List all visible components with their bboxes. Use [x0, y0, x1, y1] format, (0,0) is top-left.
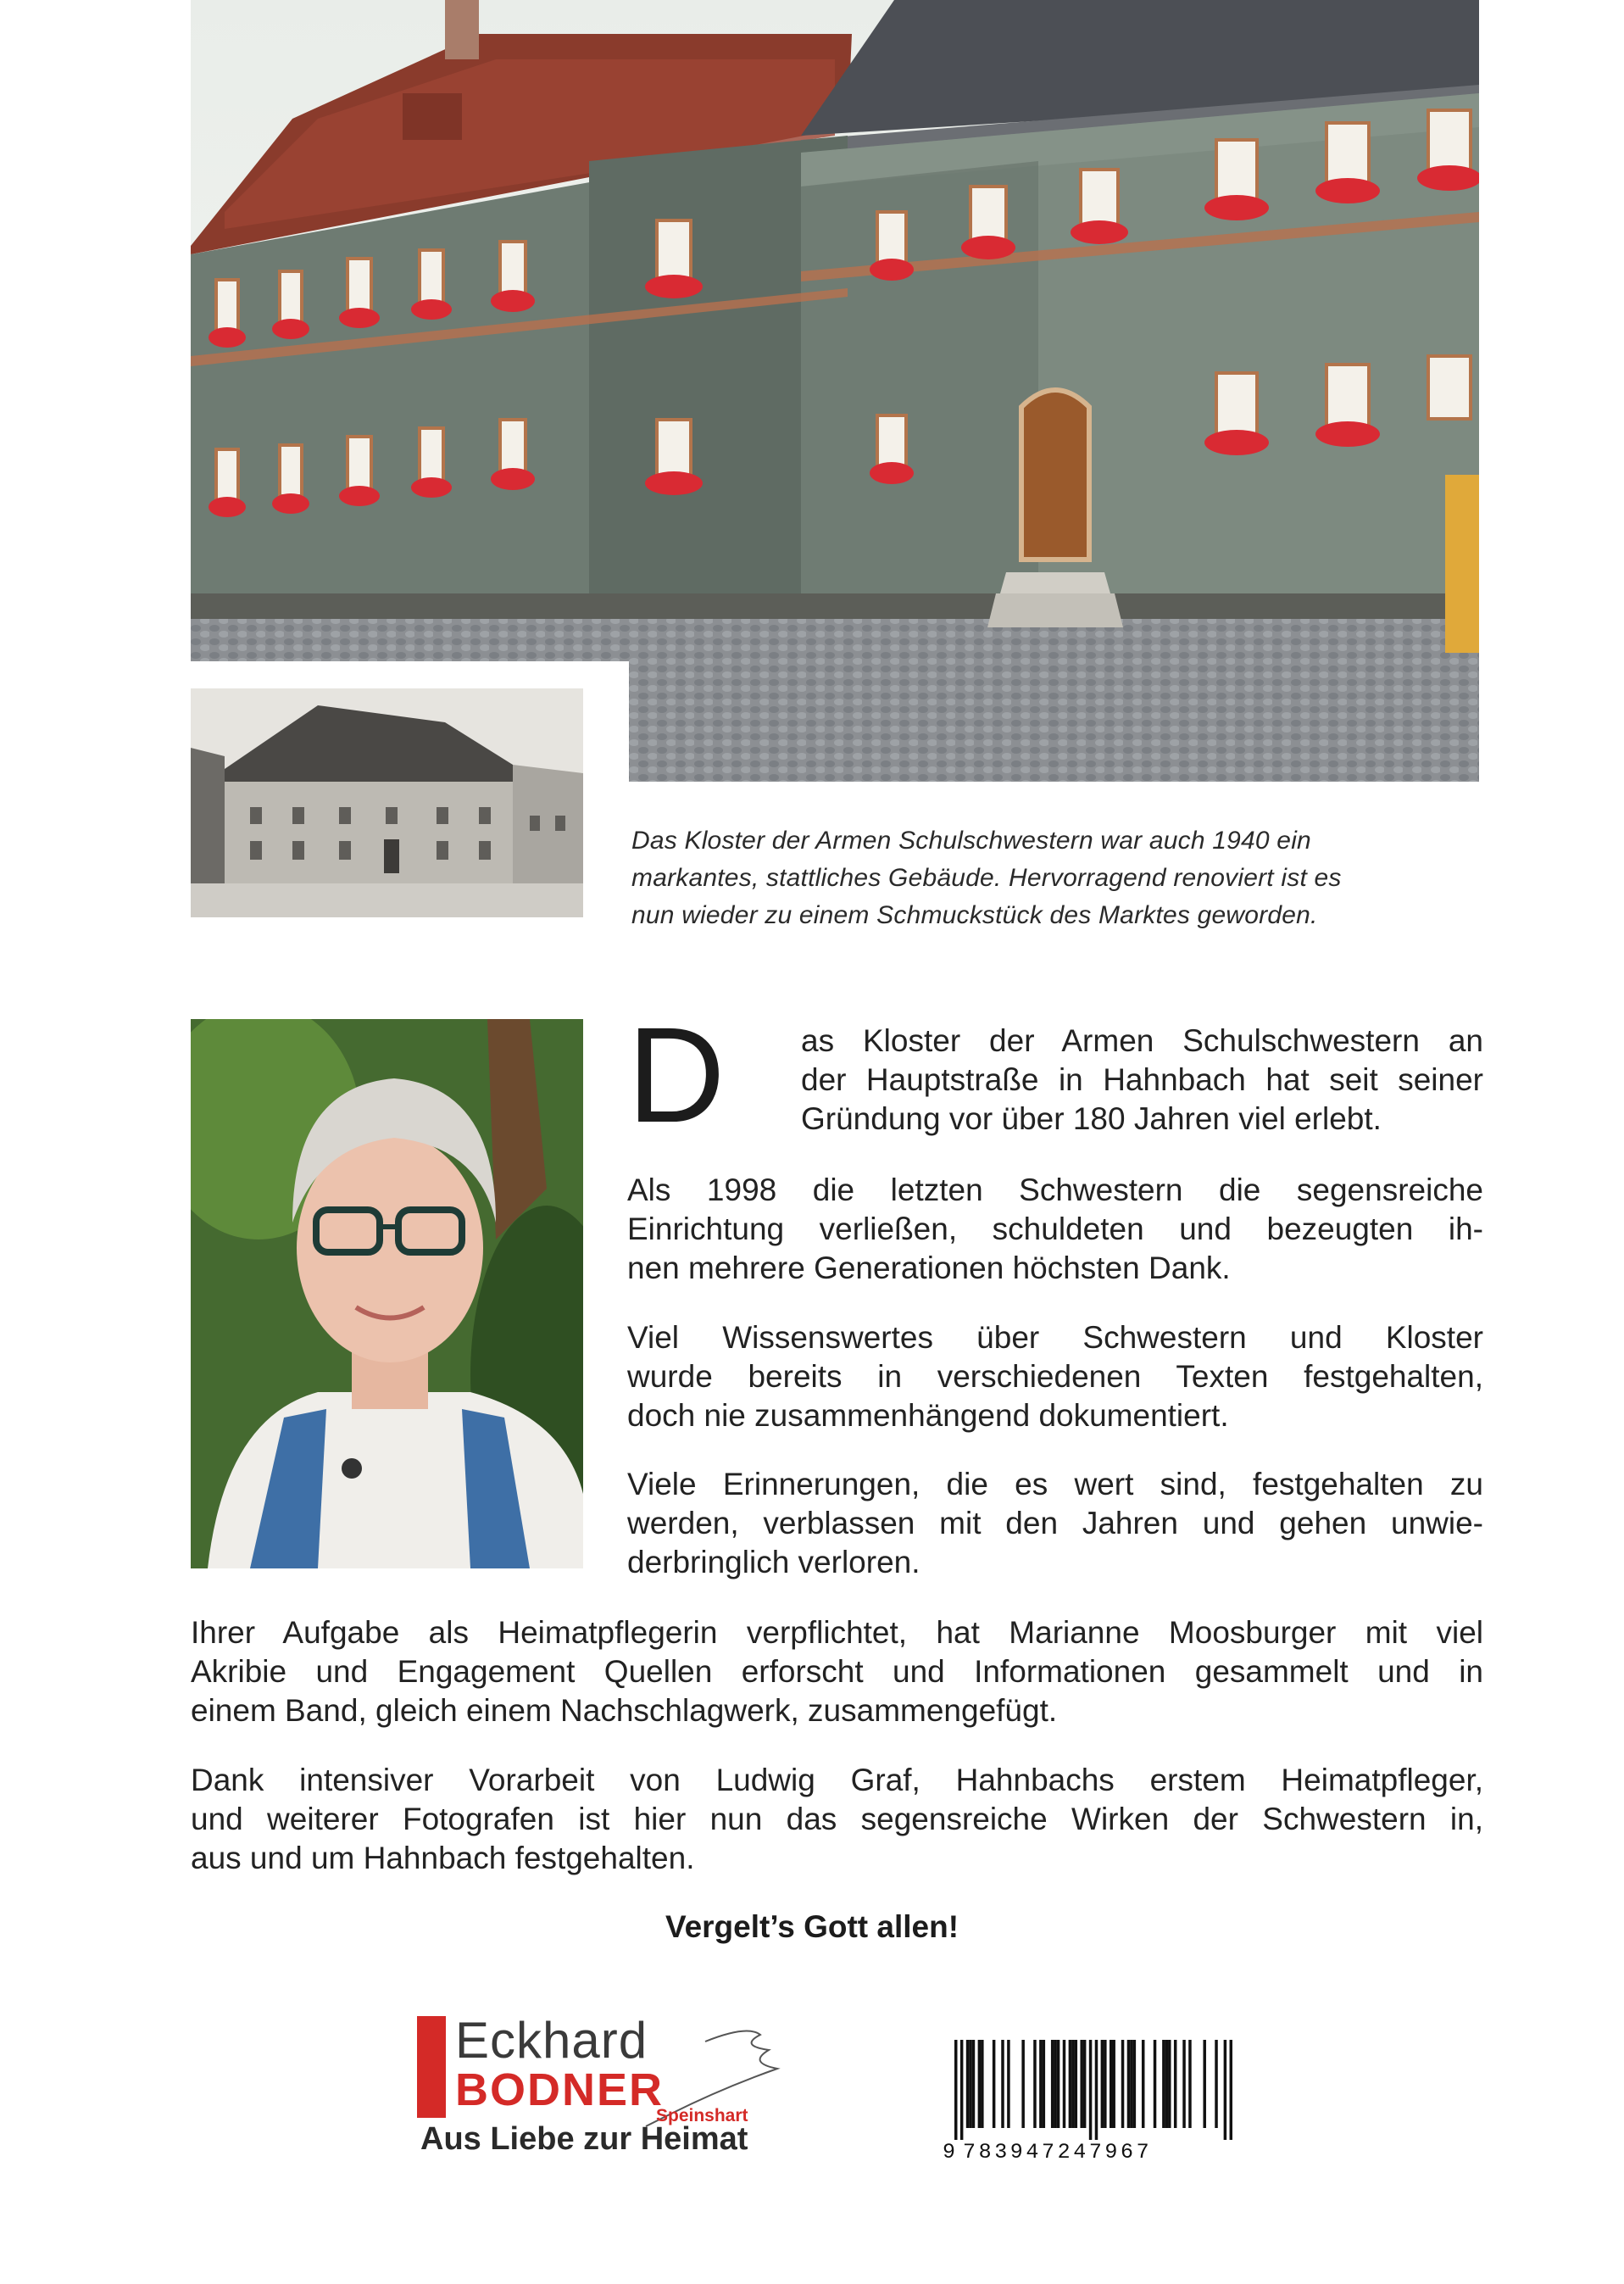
barcode-bar	[954, 2040, 958, 2140]
barcode-bar	[1007, 2040, 1010, 2128]
barcode-bars	[954, 2040, 1232, 2140]
body-paragraph-6	[191, 1761, 1483, 1878]
text-line: werden, verblassen mit den Jahren und gehen unwie-	[627, 1506, 1483, 1540]
barcode-bar	[1188, 2040, 1192, 2128]
body-paragraph-4	[627, 1465, 1483, 1582]
barcode-bar	[1063, 2040, 1066, 2128]
body-paragraph-1	[627, 1022, 1483, 1139]
publisher-slogan: Aus Liebe zur Heimat	[420, 2121, 748, 2157]
barcode-bar	[1075, 2040, 1078, 2128]
text-line: nen mehrere Generationen höchsten Dank.	[627, 1251, 1231, 1285]
text-line: Ihrer Aufgabe als Heimatpflegerin verpflichtet, hat Marianne Moosburger mit viel	[191, 1615, 1483, 1650]
text-line: und weiterer Fotografen ist hier nun das segensreiche Wirken der Schwestern in,	[191, 1802, 1483, 1836]
text-line: einem Band, gleich einem Nachschlagwerk, zusammengefügt.	[191, 1693, 1058, 1728]
barcode-bar	[1033, 2040, 1037, 2128]
text-line: derbringlich verloren.	[627, 1545, 920, 1579]
text-line: Akribie und Engagement Quellen erforscht und Informationen gesammelt und in	[191, 1654, 1483, 1689]
photo-caption	[631, 822, 1483, 934]
barcode-bar	[1215, 2040, 1218, 2128]
isbn-first-digit: 9	[943, 2140, 956, 2164]
text-line: Viel Wissenswertes über Schwestern und Kloster	[627, 1320, 1483, 1355]
barcode-bar	[1043, 2040, 1046, 2128]
body-paragraph-5	[191, 1613, 1483, 1730]
barcode-bar	[1101, 2040, 1104, 2128]
barcode-bar	[1168, 2040, 1171, 2128]
body-paragraph-3	[627, 1318, 1483, 1435]
barcode-bar	[993, 2040, 996, 2128]
text-line: doch nie zusammenhängend dokumentiert.	[627, 1398, 1229, 1433]
barcode-bar	[1089, 2040, 1093, 2140]
barcode-bar	[1112, 2040, 1115, 2128]
barcode-bar	[1224, 2040, 1227, 2140]
text-line: aus und um Hahnbach festgehalten.	[191, 1841, 695, 1875]
isbn-barcode	[943, 2040, 1232, 2167]
barcode-bar	[1001, 2040, 1004, 2128]
barcode-bar	[978, 2040, 982, 2128]
barcode-bar	[1154, 2040, 1157, 2128]
dropcap-letter: D	[627, 999, 726, 1150]
barcode-bar	[1054, 2040, 1057, 2128]
caption-line: nun wieder zu einem Schmuckstück des Marktes geworden.	[631, 901, 1318, 929]
barcode-bar	[966, 2040, 970, 2128]
barcode-bar	[1071, 2040, 1075, 2128]
barcode-bar	[1130, 2040, 1133, 2128]
barcode-bar	[981, 2040, 984, 2128]
barcode-bar	[1203, 2040, 1206, 2128]
barcode-bar	[1039, 2040, 1043, 2128]
barcode-bar	[1051, 2040, 1054, 2128]
closing-thanks: Vergelt’s Gott allen!	[665, 1909, 959, 1944]
barcode-bar	[972, 2040, 976, 2128]
caption-line: markantes, stattliches Gebäude. Hervorragend renoviert ist es	[631, 864, 1342, 892]
author-portrait-photo	[191, 1019, 583, 1568]
text-line: Viele Erinnerungen, die es wert sind, festgehalten zu	[627, 1467, 1483, 1501]
text-line: der Hauptstraße in Hahnbach hat seit seiner	[801, 1062, 1483, 1097]
text-line: Dank intensiver Vorarbeit von Ludwig Graf, Hahnbachs erstem Heimatpfleger,	[191, 1763, 1483, 1797]
publisher-name-top: Eckhard	[455, 2012, 648, 2069]
barcode-bar	[1069, 2040, 1072, 2128]
barcode-bar	[1162, 2040, 1165, 2128]
text-line: Einrichtung verließen, schuldeten und bezeugten ih-	[627, 1212, 1483, 1246]
barcode-bar	[1174, 2040, 1177, 2128]
barcode-bar	[1165, 2040, 1169, 2128]
verlag-badge	[395, 1988, 446, 2118]
text-line: wurde bereits in verschiedenen Texten festgehalten,	[627, 1359, 1483, 1394]
barcode-bar	[1133, 2040, 1137, 2128]
barcode-bar	[1080, 2040, 1083, 2128]
barcode-bar	[1057, 2040, 1060, 2128]
barcode-bar	[1104, 2040, 1107, 2128]
publisher-name-bottom: BODNER	[455, 2064, 665, 2115]
barcode-bar	[1083, 2040, 1087, 2128]
historic-photo-1940	[191, 688, 583, 917]
text-line: as Kloster der Armen Schulschwestern an	[801, 1023, 1483, 1058]
barcode-bar	[969, 2040, 972, 2128]
barcode-bar	[1127, 2040, 1131, 2128]
body-paragraph-2	[627, 1171, 1483, 1288]
barcode-bar	[1121, 2040, 1125, 2128]
barcode-bar	[1182, 2040, 1186, 2128]
barcode-bar	[1142, 2040, 1145, 2128]
verlag-label: VERLAG	[395, 1988, 411, 2054]
caption-line: Das Kloster der Armen Schulschwestern war auch 1940 ein	[631, 827, 1311, 855]
barcode-bar	[1230, 2040, 1232, 2140]
text-line: Gründung vor über 180 Jahren viel erlebt.	[801, 1101, 1382, 1136]
text-line: Als 1998 die letzten Schwestern die segensreiche	[627, 1173, 1483, 1207]
barcode-bar	[1021, 2040, 1025, 2128]
barcode-bar	[960, 2040, 964, 2140]
isbn-digits: 783947247967	[963, 2140, 1153, 2164]
barcode-bar	[1095, 2040, 1098, 2140]
publisher-place: Speinshart	[656, 2106, 748, 2125]
barcode-bar	[1110, 2040, 1113, 2128]
